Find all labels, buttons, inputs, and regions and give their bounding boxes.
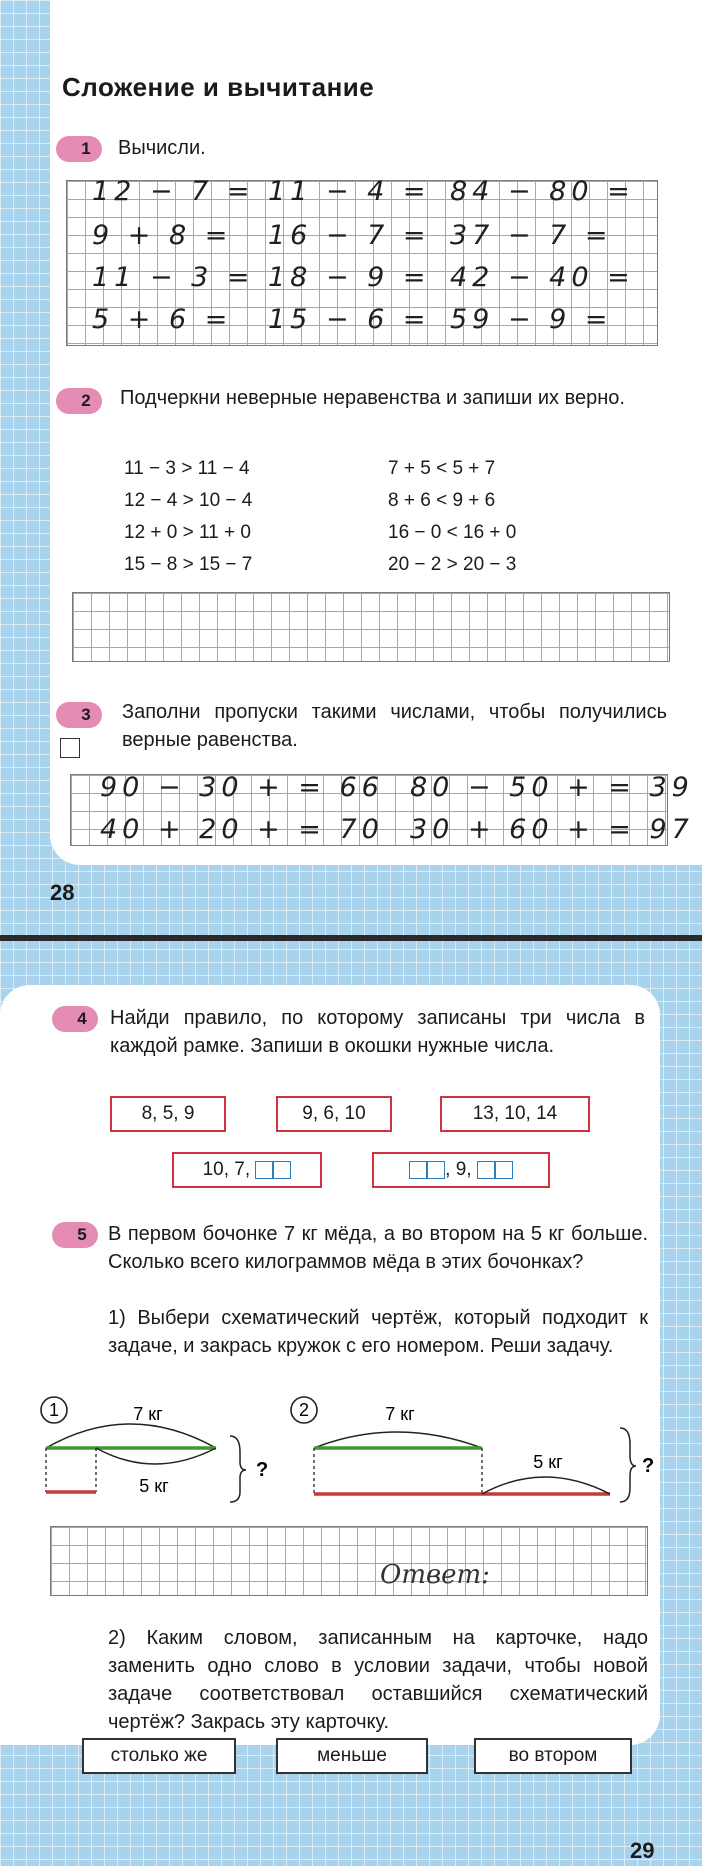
inequality[interactable]: 11 − 3 > 11 − 4 — [124, 458, 250, 479]
page-number: 29 — [630, 1838, 655, 1863]
task-3-equation: 90 − 30 + = 66 — [100, 772, 384, 803]
page-number: 28 — [50, 880, 75, 905]
inequality[interactable]: 7 + 5 < 5 + 7 — [388, 458, 496, 479]
task-3-equation: 30 + 60 + = 97 — [410, 814, 694, 845]
task-1-text: Вычисли. — [118, 137, 206, 159]
brace-arc — [46, 1424, 216, 1448]
frame-text: 10, 7, — [202, 1159, 251, 1180]
word-card[interactable]: меньше — [276, 1738, 428, 1774]
task-2-text: Подчеркни неверные неравенства и запиши их верно. — [120, 387, 625, 409]
task-1-expr: 12 − 7 = — [92, 176, 255, 207]
task-4-badge: 4 — [52, 1006, 98, 1032]
task-5-solution-grid[interactable] — [50, 1526, 648, 1596]
word-card[interactable]: во втором — [474, 1738, 632, 1774]
brace-arc — [96, 1448, 216, 1464]
task-1-expr: 11 − 3 = — [92, 262, 255, 293]
task-5-badge: 5 — [52, 1222, 98, 1248]
task-3-badge: 3 — [56, 702, 102, 728]
task-3-checkbox[interactable] — [60, 738, 80, 758]
task-1-expr: 5 + 6 = — [92, 304, 233, 335]
task-1-expr: 42 − 40 = — [450, 262, 635, 293]
task-5-part1-text: 1) Выбери схематический чертёж, который подходит к задаче, и закрась кружок с его номером. Реши задачу. — [108, 1307, 648, 1357]
answer-box[interactable] — [495, 1161, 513, 1179]
task-1-expr: 15 − 6 = — [268, 304, 431, 335]
number-frame: 9, 6, 10 — [276, 1096, 392, 1132]
task-1-expr: 9 + 8 = — [92, 220, 233, 251]
diagram-2-bottom-label: 5 кг — [533, 1452, 563, 1472]
answer-label: Ответ: — [380, 1560, 490, 1590]
task-3-text: Заполни пропуски такими числами, чтобы получились верные равенства. — [122, 701, 667, 751]
answer-box[interactable] — [255, 1161, 273, 1179]
page-title: Сложение и вычитание — [62, 72, 375, 102]
diagram-1-number: 1 — [48, 1400, 60, 1420]
task-2-badge: 2 — [56, 388, 102, 414]
task-1-expr: 37 − 7 = — [450, 220, 613, 251]
task-1-expr: 11 − 4 = — [268, 176, 431, 207]
task-5-text: В первом бочонке 7 кг мёда, а во втором на 5 кг больше. Сколько всего килограммов мёда в этих бочонках? — [108, 1223, 648, 1273]
word-card[interactable]: столько же — [82, 1738, 236, 1774]
curly-brace — [230, 1436, 246, 1502]
number-frame: 8, 5, 9 — [110, 1096, 226, 1132]
task-1-expr: 16 − 7 = — [268, 220, 431, 251]
inequality[interactable]: 15 − 8 > 15 − 7 — [124, 554, 253, 575]
inequality[interactable]: 12 + 0 > 11 + 0 — [124, 522, 251, 543]
inequality[interactable]: 8 + 6 < 9 + 6 — [388, 490, 496, 511]
task-1-expr: 59 − 9 = — [450, 304, 613, 335]
diagram-2-number: 2 — [298, 1400, 310, 1420]
task-4-text: Найди правило, по которому записаны три числа в каждой рамке. Запиши в окошки нужные числа. — [110, 1007, 645, 1057]
page-divider — [0, 935, 702, 941]
answer-box[interactable] — [273, 1161, 291, 1179]
frame-text: , 9, — [445, 1159, 472, 1180]
task-2-answer-grid[interactable] — [72, 592, 670, 662]
diagram-1 — [30, 1392, 270, 1510]
brace-arc — [482, 1477, 610, 1494]
brace-arc — [314, 1432, 482, 1448]
number-frame-with-blanks[interactable] — [372, 1152, 550, 1188]
task-1-expr: 18 − 9 = — [268, 262, 431, 293]
diagram-2-top-label: 7 кг — [385, 1404, 415, 1424]
inequality[interactable]: 12 − 4 > 10 − 4 — [124, 490, 253, 511]
task-1-expr: 84 − 80 = — [450, 176, 635, 207]
task-3-equation: 80 − 50 + = 39 — [410, 772, 694, 803]
number-frame-with-blank[interactable] — [172, 1152, 322, 1188]
answer-box[interactable] — [477, 1161, 495, 1179]
task-3-equation: 40 + 20 + = 70 — [100, 814, 384, 845]
diagram-2 — [286, 1392, 660, 1510]
answer-box[interactable] — [427, 1161, 445, 1179]
diagram-1-top-label: 7 кг — [133, 1404, 163, 1424]
inequality[interactable]: 20 − 2 > 20 − 3 — [388, 554, 517, 575]
inequality[interactable]: 16 − 0 < 16 + 0 — [388, 522, 517, 543]
diagram-1-question: ? — [256, 1459, 269, 1481]
number-frame: 13, 10, 14 — [440, 1096, 590, 1132]
task-1-badge: 1 — [56, 136, 102, 162]
diagram-2-question: ? — [642, 1455, 655, 1477]
answer-box[interactable] — [409, 1161, 427, 1179]
task-5-part2-text: 2) Каким словом, записанным на карточке, надо заменить одно слово в условии задачи, чтобы новой задаче соответствовал оставшийся схематический чертёж? Закрась эту карточку. — [108, 1627, 648, 1733]
diagram-1-bottom-label: 5 кг — [139, 1476, 169, 1496]
curly-brace — [620, 1428, 636, 1502]
